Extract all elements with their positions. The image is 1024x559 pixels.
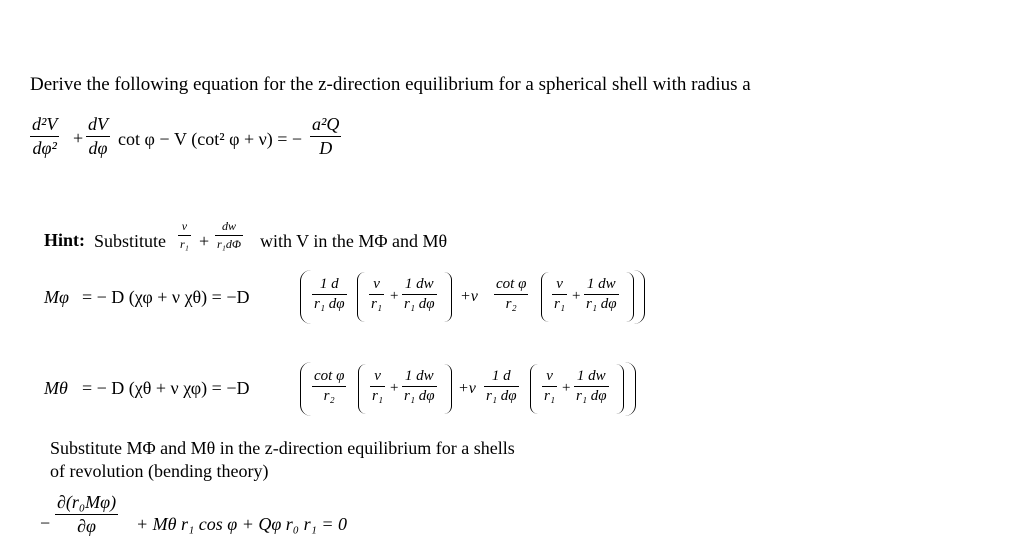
m-phi-plus1: + xyxy=(390,288,399,304)
m-theta-dw-num: 1 dw xyxy=(404,368,434,384)
problem-intro: Derive the following equation for the z-direction equilibrium for a spherical shell with radius a xyxy=(30,74,751,95)
final-den: ∂φ xyxy=(77,516,96,536)
m-theta-lhs: Mθ xyxy=(44,378,68,398)
m-theta-v-fraction xyxy=(370,368,385,405)
m-phi-inner-open xyxy=(357,272,365,322)
m-theta-v-num: v xyxy=(374,368,381,384)
m-theta-inner-close xyxy=(444,364,452,414)
d2v-den: dφ² xyxy=(32,138,57,158)
instruction-line1: Substitute MΦ and Mθ in the z-direction equilibrium for a shells xyxy=(50,438,515,458)
m-phi-dw-den: r₁ dφ xyxy=(404,296,435,312)
hint-dw-den: r₁dΦ xyxy=(217,237,241,251)
m-theta-plus1: + xyxy=(390,380,399,396)
m-phi-v2-den: r₁ xyxy=(554,296,566,312)
final-fraction xyxy=(55,492,118,537)
m-theta-v2-num: v xyxy=(546,368,553,384)
instruction-line2: of revolution (bending theory) xyxy=(50,461,269,481)
m-theta-dw-fraction xyxy=(402,368,437,405)
hint-v-den: r₁ xyxy=(180,237,189,251)
m-phi-plus-nu: +ν xyxy=(460,288,478,305)
m-theta-dw-den: r₁ dφ xyxy=(404,388,435,404)
d2v-fraction xyxy=(30,114,59,159)
m-phi-one-d-num: 1 d xyxy=(319,276,339,292)
hint-substitute: Substitute xyxy=(94,231,167,251)
m-phi-dw2-den: r₁ dφ xyxy=(586,296,617,312)
m-phi-dw-fraction xyxy=(402,276,437,313)
m-theta-cot-den: r₂ xyxy=(323,388,335,404)
m-theta-eq: = − D (χθ + ν χφ) = −D xyxy=(82,378,250,398)
m-theta-inner2-open xyxy=(530,364,538,414)
m-theta-dw2-num: 1 dw xyxy=(576,368,606,384)
m-phi-eq: = − D (χφ + ν χθ) = −D xyxy=(82,287,250,307)
m-phi-plus2: + xyxy=(572,288,581,304)
hint-dw-num: dw xyxy=(221,219,236,233)
dv-num: dV xyxy=(88,114,108,134)
rhs-num: a²Q xyxy=(312,114,340,134)
m-theta-v2-den: r₁ xyxy=(544,388,556,404)
equation-middle: cot φ − V (cot² φ + ν) = − xyxy=(118,129,303,149)
m-theta-one-d-num: 1 d xyxy=(491,368,511,384)
hint-plus: + xyxy=(199,231,210,251)
hint-label: Hint: xyxy=(44,230,86,250)
m-phi-cot-num: cot φ xyxy=(496,276,527,292)
m-phi-one-d-den: r₁ dφ xyxy=(314,296,345,312)
hint-v-num: v xyxy=(181,219,188,233)
m-theta-cot-fraction xyxy=(312,368,346,405)
m-phi-v-fraction xyxy=(369,276,384,313)
m-theta-v-den: r₁ xyxy=(372,388,384,404)
m-theta-v2-fraction xyxy=(542,368,557,405)
m-phi-lhs: Mφ xyxy=(44,287,69,307)
m-phi-v-den: r₁ xyxy=(371,296,383,312)
m-theta-dw2-fraction xyxy=(574,368,609,405)
m-theta-plus2: + xyxy=(562,380,571,396)
m-theta-plus-nu: +ν xyxy=(458,380,476,397)
hint-dw-fraction xyxy=(215,219,243,252)
m-phi-dw-num: 1 dw xyxy=(404,276,434,292)
m-theta-one-d-den: r₁ dφ xyxy=(486,388,517,404)
m-phi-v2-num: v xyxy=(556,276,563,292)
m-phi-inner2-open xyxy=(541,272,549,322)
m-theta-one-d-fraction xyxy=(484,368,519,405)
m-theta-inner-open xyxy=(358,364,366,414)
m-theta-close-paren xyxy=(625,362,636,416)
m-phi-dw2-fraction xyxy=(584,276,619,313)
final-minus: − xyxy=(40,513,51,533)
m-theta-dw2-den: r₁ dφ xyxy=(576,388,607,404)
m-phi-v-num: v xyxy=(373,276,380,292)
hint-v-fraction xyxy=(178,219,191,252)
m-phi-open-paren xyxy=(300,270,311,324)
d2v-num: d²V xyxy=(32,114,58,134)
m-phi-inner2-close xyxy=(626,272,634,322)
rhs-fraction xyxy=(310,114,341,159)
final-num: ∂(r₀Mφ) xyxy=(57,492,117,512)
hint-tail: with V in the MΦ and Mθ xyxy=(260,231,448,251)
m-phi-cot-den: r₂ xyxy=(505,296,517,312)
m-phi-inner-close xyxy=(444,272,452,322)
m-phi-dw2-num: 1 dw xyxy=(586,276,616,292)
m-theta-cot-num: cot φ xyxy=(314,368,345,384)
dv-fraction xyxy=(86,114,110,159)
m-phi-close-paren xyxy=(634,270,645,324)
m-phi-one-d-fraction xyxy=(312,276,347,313)
m-theta-inner2-close xyxy=(616,364,624,414)
rhs-den: D xyxy=(319,138,333,158)
m-phi-cot-fraction xyxy=(494,276,528,313)
final-rest: + Mθ r₁ cos φ + Qφ r₀ r₁ = 0 xyxy=(136,514,347,534)
plus-sign: + xyxy=(73,128,84,148)
m-theta-open-paren xyxy=(300,362,311,416)
m-phi-v2-fraction xyxy=(552,276,567,313)
dv-den: dφ xyxy=(88,138,108,158)
